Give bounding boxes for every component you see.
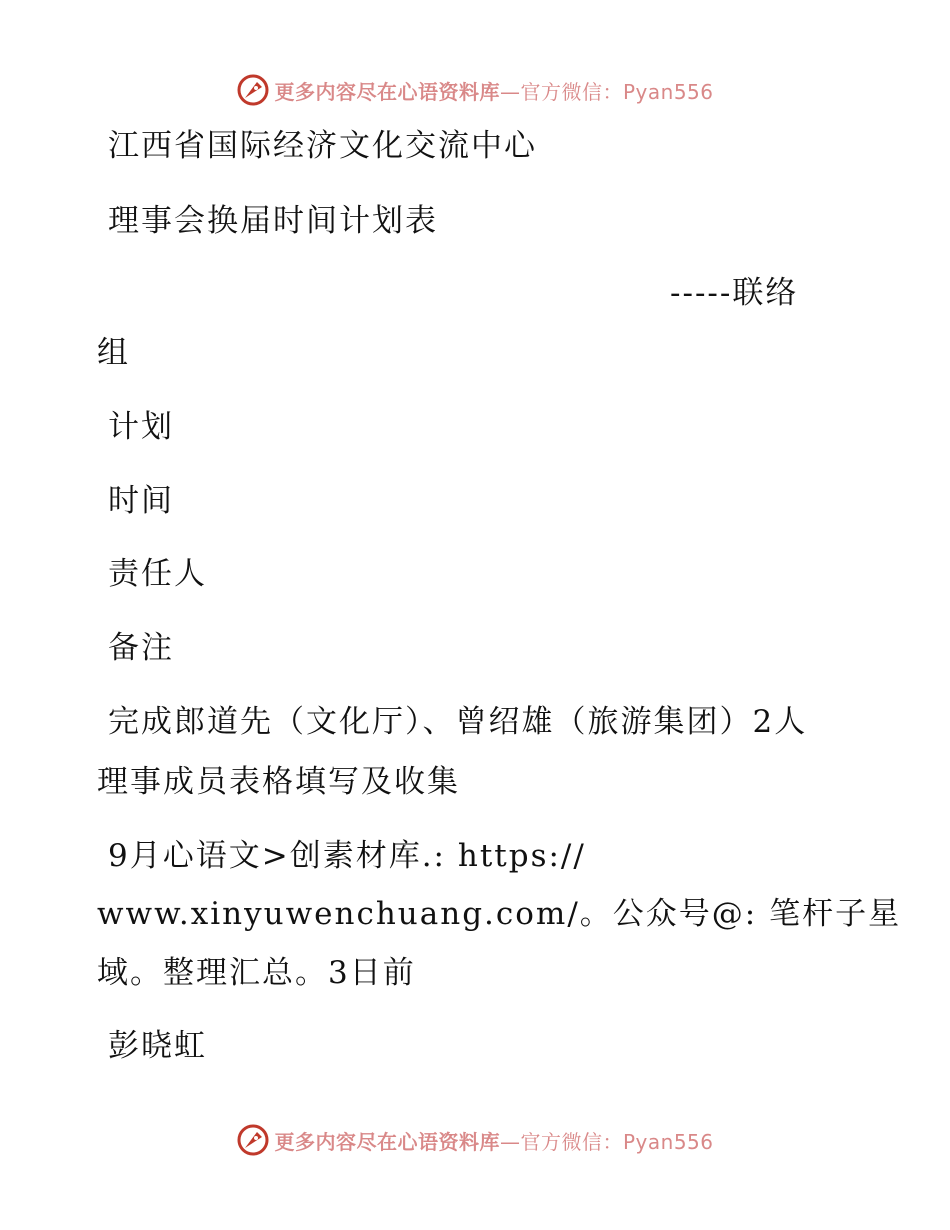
time-line-1: 9月心语文>创素材库.: https:// [108,838,586,874]
watermark-text: 更多内容尽在心语资料库—官方微信：Pyan556 [274,1129,714,1154]
watermark-banner-bottom [0,1120,950,1160]
task-line-1: 完成郎道先（文化厅）、曾绍雄（旅游集团）2人 [108,704,808,740]
header-owner: 责任人 [108,556,207,592]
watermark-text: 更多内容尽在心语资料库—官方微信：Pyan556 [274,79,714,104]
org-name: 江西省国际经济文化交流中心 [108,128,537,164]
header-time: 时间 [108,483,174,519]
watermark-banner-top [0,70,950,110]
doc-title: 理事会换届时间计划表 [108,203,438,239]
header-note: 备注 [108,630,174,666]
task-line-2: 理事成员表格填写及收集 [97,764,460,800]
pen-nib-logo-icon [236,73,270,107]
header-plan: 计划 [108,409,174,445]
author-line-2: 组 [97,335,130,371]
time-line-2: www.xinyuwenchuang.com/。公众号@: 笔杆子星 [97,896,902,932]
owner-name: 彭晓虹 [108,1028,207,1064]
author-line-1: -----联络 [670,275,799,311]
time-line-3: 域。整理汇总。3日前 [97,955,416,991]
pen-nib-logo-icon [236,1123,270,1157]
